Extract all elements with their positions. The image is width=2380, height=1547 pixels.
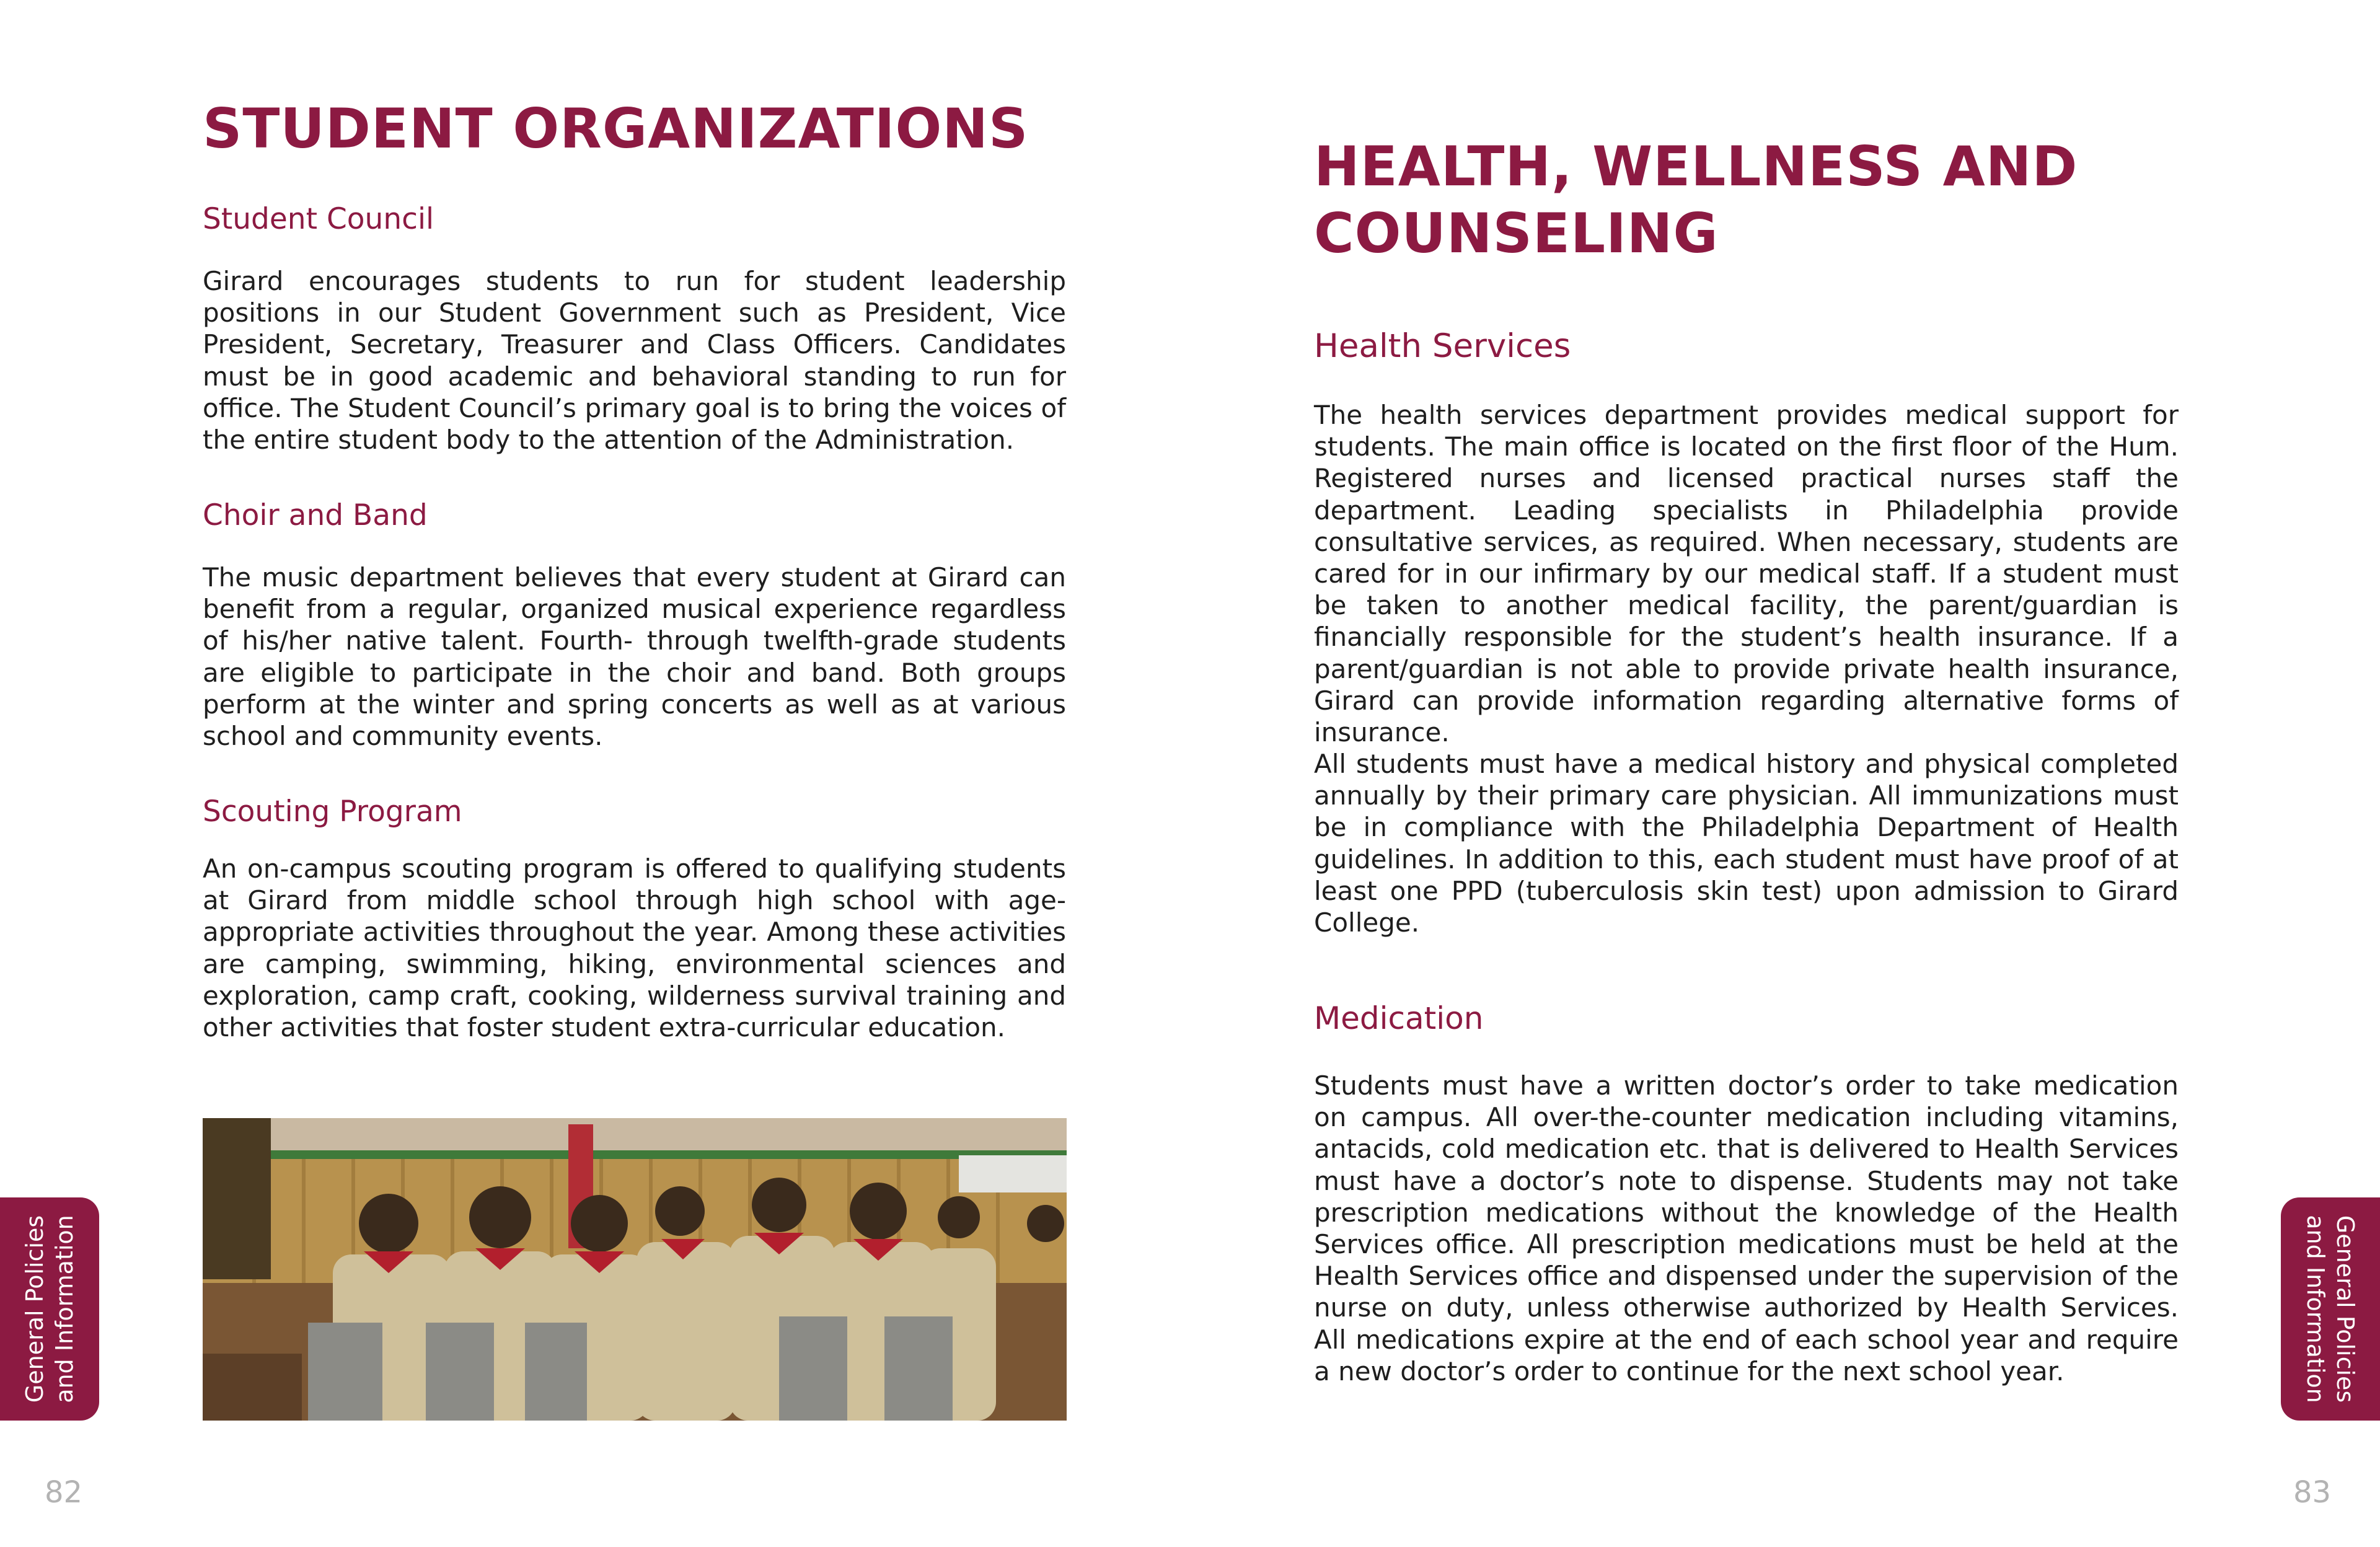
section-heading-choir-band: Choir and Band (203, 498, 428, 532)
section-heading-medication: Medication (1314, 1000, 1484, 1036)
section-body-health-services-2: All students must have a medical history and physical completed annually by their primary care physician. All immunizations must be in compliance with the Philadelphia Department of Health guidelines. In addition to this, each student must have proof of at least one PPD (tuberculosis skin test) upon admission to Girard College. (1314, 749, 2179, 938)
section-body-student-council: Girard encourages students to run for student leadership positions in our Student Government such as President, Vice President, Secretary, Treasurer and Class Officers. Candidates must be in good academic and behavioral standing to run for office. The Student Council’s primary goal is to bring the voices of the entire student body to the attention of the Administration. (203, 266, 1066, 456)
side-tab-left (0, 1197, 99, 1421)
scouts-photo (203, 1118, 1067, 1421)
section-body-scouting: An on-campus scouting program is offered to qualifying students at Girard from middle school through high school with age-appropriate activities throughout the year. Among these activities are camping, swimming, hiking, environmental sciences and exploration, camp craft, cooking, wilderness survival training and other activities that foster student extra-curricular education. (203, 853, 1066, 1043)
side-tab-label: General Policies and Information (2302, 1215, 2360, 1403)
page-title-right: HEALTH, WELLNESS AND COUNSELING (1314, 134, 2078, 265)
page-title-left: STUDENT ORGANIZATIONS (203, 97, 1029, 161)
section-heading-student-council: Student Council (203, 202, 434, 236)
page-number-left: 82 (45, 1475, 83, 1510)
side-tab-label: General Policies and Information (21, 1215, 79, 1403)
section-heading-health-services: Health Services (1314, 327, 1571, 365)
section-body-medication: Students must have a written doctor’s order to take medication on campus. All over-the-counter medication including vitamins, antacids, cold medication etc. that is delivered to Health Services must have a doctor’s note to dispense. Students may not take prescription medications without the knowledge of the Health Services office. All prescription medications must be held at the Health Services office and dispensed under the supervision of the nurse on duty, unless otherwise authorized by Health Services. All medications expire at the end of each school year and require a new doctor’s order to continue for the next school year. (1314, 1070, 2179, 1386)
side-tab-right (2281, 1197, 2380, 1421)
section-body-health-services-1: The health services department provides medical support for students. The main office is located on the first floor of the Hum. Registered nurses and licensed practical nurses staff the department. Leading specialists in Philadelphia provide consultative services, as required. When necessary, students are cared for in our infirmary by our medical staff. If a student must be taken to another medical facility, the parent/guardian is financially responsible for the student’s health insurance. If a parent/guardian is not able to provide private health insurance, Girard can provide information regarding alternative forms of insurance. (1314, 400, 2179, 748)
page-number-right: 83 (2293, 1475, 2332, 1510)
section-body-choir-band: The music department believes that every student at Girard can benefit from a regular, organized musical experience regardless of his/her native talent. Fourth- through twelfth-grade students are eligible to participate in the choir and band. Both groups perform at the winter and spring concerts as well as at various school and community events. (203, 562, 1066, 752)
section-heading-scouting: Scouting Program (203, 795, 462, 829)
